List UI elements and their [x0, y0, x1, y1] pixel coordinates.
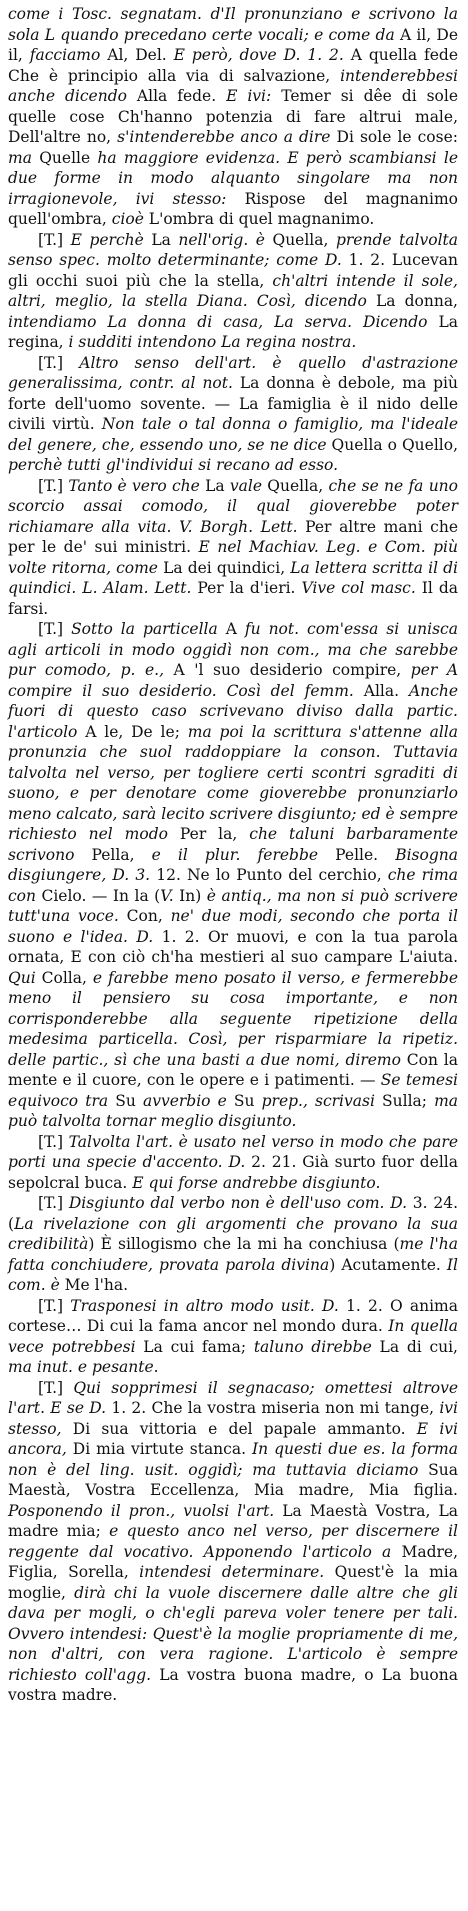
italic-text-run: e farebbe meno posato il verso, e fermerebbe meno il pensiero su cosa importante, e non corrisponderebbe alla seguente ripetizione della medesima particella. Così, per risparmiare la ripetiz. delle partic., sì che una basti a due nomi, diremo	[8, 968, 459, 1069]
dictionary-paragraph	[8, 4, 458, 230]
dictionary-paragraph	[8, 230, 458, 353]
italic-text-run: per	[410, 661, 447, 679]
roman-text-run: Alla.	[363, 681, 409, 700]
roman-text-run: Per la,	[179, 825, 250, 843]
italic-text-run: avverbio e	[142, 1091, 234, 1110]
roman-text-run: [T.]	[38, 476, 69, 495]
roman-text-run: ) Acutamente.	[329, 1255, 447, 1274]
italic-text-run: ma	[8, 148, 40, 167]
roman-text-run: Quella,	[267, 476, 329, 495]
roman-text-run: Sua Maestà, Vostra Eccellenza, Mia madre, Mia figlia.	[8, 1460, 458, 1499]
roman-text-run: 3. 24. (	[8, 1194, 458, 1233]
roman-text-run: Pella,	[91, 845, 152, 864]
italic-text-run: E ivi:	[226, 87, 282, 105]
roman-text-run: La	[205, 476, 230, 495]
roman-text-run: Alla fede.	[136, 87, 227, 105]
italic-text-run: Non tale o tal donna o famiglio, ma l'ideale del genere, che, essendo uno, se ne dice	[8, 415, 458, 454]
roman-text-run: A 'l suo desiderio compire,	[173, 661, 411, 679]
roman-text-run: Per la d'ieri.	[197, 579, 302, 597]
italic-text-run: E nel Machiav. Leg. e Com. più volte ritorna, come	[8, 538, 458, 577]
italic-text-run: intendesi determinare.	[139, 1563, 335, 1581]
italic-text-run: Vive col masc.	[301, 579, 422, 597]
roman-text-run: Su	[233, 1091, 262, 1110]
italic-text-run: V.	[160, 886, 180, 905]
italic-text-run: nell'orig. è	[178, 230, 273, 249]
roman-text-run: Temer si dêe di sole quelle cose Ch'hanno potenzia di fare altrui male, Dell'altre no,	[8, 87, 459, 146]
roman-text-run: [T.]	[38, 1132, 69, 1151]
italic-text-run: Dicendo	[363, 312, 439, 331]
italic-text-run: fu not. com'essa si unisca agli articoli in modo oggidì non com., ma che sarebbe pur comodo, p. e.,	[8, 620, 458, 679]
italic-text-run: perchè tutti gl'individui si recano ad esso.	[8, 456, 339, 474]
roman-text-run: 1. 2. Che la vostra miseria non mi tange,	[111, 1399, 440, 1417]
italic-text-run: Se temesi equivoco tra	[8, 1071, 458, 1110]
italic-text-run: Tanto è vero che	[68, 476, 206, 495]
italic-text-run: facciamo	[29, 46, 108, 64]
italic-text-run: come i Tosc. segnatam. d'Il pronunziano e scrivono la sola L quando precedano certe vocali; e come da	[8, 5, 458, 44]
roman-text-run: 1. 2. O anima cortese… Di cui la fama ancor nel mondo dura.	[8, 1296, 458, 1335]
roman-text-run: Quella o Quello,	[331, 435, 458, 454]
italic-text-run: La lettera scritta il di quindici. L. Alam. Lett.	[8, 558, 458, 597]
italic-text-run: E ivi ancora,	[8, 1419, 459, 1458]
italic-text-run: che rima con	[8, 866, 458, 905]
roman-text-run: [T.]	[38, 1194, 69, 1212]
italic-text-run: Così del femm.	[226, 681, 364, 700]
italic-text-run: dirà chi la vuole discernere dalle altre che gli dava per mogli, o ch'egli pareva voler tenere per tali. Ovvero intendesi:	[8, 1583, 458, 1643]
dictionary-paragraph	[8, 1132, 458, 1194]
roman-text-run: Quelle	[39, 148, 98, 167]
roman-text-run: ) È sillogismo che la mi ha conchiusa (	[88, 1235, 400, 1253]
italic-text-run: ma inut. e pesante.	[8, 1358, 159, 1376]
roman-text-run: Con la mente e il cuore, con le opere e i patimenti. —	[8, 1050, 458, 1089]
italic-text-run: La rivelazione con gli argomenti che provano la sua credibilità	[8, 1214, 458, 1253]
italic-text-run: e il plur.	[151, 845, 258, 864]
italic-text-run: ma può talvolta tornar meglio disgiunto.	[8, 1091, 459, 1130]
roman-text-run: Con,	[126, 907, 171, 925]
italic-text-run: vale	[229, 476, 268, 495]
italic-text-run: Il com. è	[8, 1255, 458, 1294]
roman-text-run: La	[151, 230, 179, 249]
italic-text-run: Altro senso dell'art. è quello d'astrazione generalissima, contr. al not.	[8, 353, 459, 392]
roman-text-run: Di sua vittoria e del papale ammanto.	[72, 1419, 417, 1438]
roman-text-run: Me l'ha.	[64, 1276, 129, 1294]
italic-text-run: Anche fuori di questo caso scrivevano diviso dalla partic. l'articolo	[8, 681, 458, 741]
italic-text-run: prep., scrivasi	[261, 1091, 383, 1110]
italic-text-run: che se ne fa uno scorcio assai comodo, il qual gioverebbe poter richiamare alla vita. V. Borgh. Lett.	[8, 476, 458, 536]
roman-text-run: La regina,	[8, 312, 458, 351]
italic-text-run: s'intenderebbe anco a dire	[117, 128, 337, 146]
italic-text-run: La donna di casa, La serva.	[107, 312, 364, 331]
roman-text-run: La Maestà Vostra, La madre mia;	[8, 1501, 458, 1540]
italic-text-run: ha maggiore evidenza. E però scambiansi le due forme in modo alquanto singolare ma non irragionevole, ivi stesso:	[8, 148, 458, 208]
roman-text-run: La dei quindici,	[163, 558, 291, 577]
roman-text-run: In)	[179, 886, 207, 905]
roman-text-run: La donna,	[375, 292, 458, 310]
roman-text-run: La vostra buona madre, o La buona vostra madre.	[8, 1665, 458, 1704]
italic-text-run: E però, dove D. 1. 2.	[173, 46, 351, 64]
roman-text-run: Pelle.	[335, 845, 396, 864]
italic-text-run: taluno direbbe	[253, 1337, 380, 1356]
italic-text-run: A compire il suo desiderio.	[8, 661, 459, 700]
italic-text-run: Bisogna disgiungere, D. 3.	[8, 845, 458, 884]
roman-text-run: Su	[115, 1091, 143, 1110]
roman-text-run: Rispose del magnanimo quell'ombra,	[8, 189, 458, 228]
italic-text-run: ma poi la scrittura s'attenne alla pronunzia che suol raddoppiare la conson. Tuttavia talvolta nel verso, per togliere certi scontri sgraditi di suono, e per denotare come gioverebbe pronunziarlo meno calcato, sarà lecito scrivere disgiunto; ed è sempre richiesto nel modo	[8, 722, 458, 843]
roman-text-run: Al, Del.	[107, 46, 174, 64]
roman-text-run: Madre, Figlia, Sorella,	[8, 1542, 458, 1581]
roman-text-run: 1. 2. Or muovi, e con la tua parola ornata, E con ciò ch'ha mestieri al suo campare L'aiuta.	[8, 927, 458, 966]
roman-text-run: Il da farsi.	[8, 579, 459, 618]
roman-text-run: [T.]	[38, 353, 80, 372]
italic-text-run: Posponendo il pron., vuolsi l'art.	[8, 1501, 283, 1520]
roman-text-run: Per altre mani che per le de' sui ministri.	[8, 517, 459, 556]
roman-text-run: 12. Ne lo Punto del cerchio,	[156, 866, 388, 884]
roman-text-run: Sulla;	[382, 1091, 435, 1110]
italic-text-run: me l'ha fatta conchiudere, provata parola divina	[8, 1235, 458, 1274]
italic-text-run: e questo anco nel verso, per discernere il reggente dal vocativo. Apponendo l'articolo a	[8, 1522, 458, 1561]
roman-text-run: A quella fede Che è principio alla via di salvazione,	[8, 46, 459, 85]
italic-text-run: Qui	[8, 968, 42, 987]
dictionary-paragraph	[8, 353, 458, 476]
dictionary-paragraph	[8, 619, 458, 1132]
roman-text-run: [T.]	[38, 620, 72, 638]
roman-text-run: A le, De le;	[85, 722, 188, 741]
italic-text-run: ch'altri intende il sole, altri, meglio, la stella Diana. Così, dicendo	[8, 271, 458, 310]
dictionary-paragraph	[8, 1296, 458, 1378]
italic-text-run: ferebbe	[257, 845, 336, 864]
italic-text-run: Talvolta l'art. è usato nel verso in modo che pare porti una specie d'accento. D.	[8, 1132, 458, 1171]
roman-text-run: Colla,	[41, 968, 93, 987]
italic-text-run: intendiamo	[8, 312, 108, 331]
roman-text-run: [T.]	[38, 1378, 74, 1397]
roman-text-run: [T.]	[38, 230, 71, 249]
roman-text-run: Di sole le cose:	[336, 128, 458, 146]
italic-text-run: intenderebbesi anche dicendo	[8, 66, 458, 105]
italic-text-run: i sudditi intendono La regina nostra.	[68, 333, 357, 351]
italic-text-run: Disgiunto dal verbo non è dell'uso com. D.	[68, 1194, 413, 1212]
roman-text-run: Cielo. — In la (	[41, 886, 161, 905]
italic-text-run: Trasponesi in altro modo usit. D.	[70, 1296, 346, 1315]
roman-text-run: Quella,	[272, 230, 336, 249]
roman-text-run: A il, De il,	[8, 25, 458, 64]
dictionary-paragraph	[8, 476, 458, 620]
italic-text-run: prende talvolta senso spec. molto determinante; come D.	[8, 230, 459, 269]
dictionary-paragraph	[8, 1378, 458, 1706]
italic-text-run: Quest'è la moglie propriamente di me, non d'altri, con vera ragione. L'articolo è sempre richiesto coll'agg.	[8, 1624, 458, 1684]
roman-text-run: La cui fama;	[143, 1337, 254, 1356]
italic-text-run: E qui forse andrebbe disgiunto.	[132, 1173, 381, 1192]
roman-text-run: La donna è debole, ma più forte dell'uomo sovente. — La famiglia è il nido delle civili virtù.	[8, 374, 458, 433]
italic-text-run: Sotto la particella	[71, 620, 226, 638]
roman-text-run: A	[225, 620, 245, 638]
roman-text-run: [T.]	[38, 1296, 71, 1315]
roman-text-run: La di cui,	[379, 1337, 458, 1356]
italic-text-run: E perchè	[70, 230, 152, 249]
italic-text-run: In quella vece potrebbesi	[8, 1317, 458, 1356]
dictionary-paragraph	[8, 1193, 458, 1296]
roman-text-run: L'ombra di quel magnanimo.	[148, 210, 375, 228]
italic-text-run: cioè	[111, 210, 149, 228]
italic-text-run: Qui sopprimesi il segnacaso; omettesi altrove l'art. E se D.	[8, 1378, 458, 1417]
italic-text-run: che taluni barbaramente scrivono	[8, 825, 458, 864]
italic-text-run: ne' due modi, secondo che porta il suono e l'idea. D.	[8, 907, 459, 946]
roman-text-run: Di mia virtute stanca.	[72, 1440, 252, 1458]
italic-text-run: è antiq., ma non si può scrivere tutt'una voce.	[8, 886, 458, 925]
italic-text-run: ivi stesso,	[8, 1399, 458, 1438]
roman-text-run: 1. 2. Lucevan gli occhi suoi più che la stella,	[8, 251, 458, 290]
roman-text-run: 2. 21. Già surto fuor della sepolcral buca.	[8, 1153, 458, 1192]
italic-text-run: In questi due es. la forma non è del ling. usit. oggidì; ma tuttavia diciamo	[8, 1440, 458, 1479]
roman-text-run: Quest'è la mia moglie,	[8, 1563, 459, 1602]
